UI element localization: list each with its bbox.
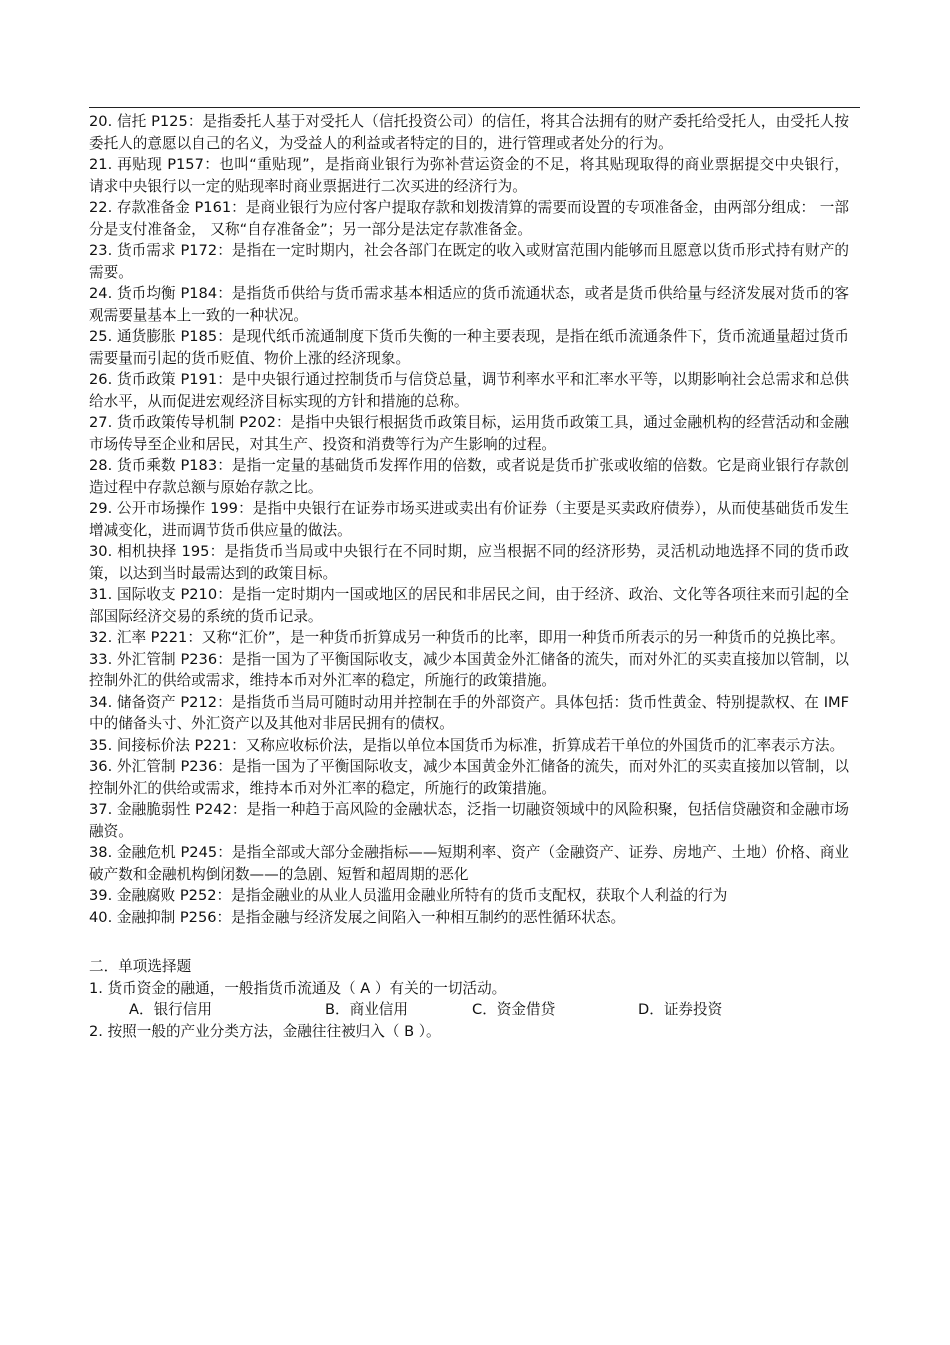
definition-33: 33. 外汇管制 P236：是指一国为了平衡国际收支，减少本国黄金外汇储备的流失，而对外汇的买卖直接加以管制，以控制外汇的供给或需求，维持本币对外汇率的稳定，所施行的政策措施。 [89,650,849,689]
definition-28: 28. 货币乘数 P183：是指一定量的基础货币发挥作用的倍数，或者说是货币扩张或收缩的倍数。它是商业银行存款创造过程中存款总额与原始存款之比。 [89,457,849,496]
document-body [89,111,849,1042]
definition-34: 34. 储备资产 P212：是指货币当局可随时动用并控制在手的外部资产。具体包括：货币性黄金、特别提款权、在 IMF 中的储备头寸、外汇资产以及其他对非居民拥有的债权。 [89,693,849,732]
definition-37: 37. 金融脆弱性 P242：是指一种趋于高风险的金融状态，泛指一切融资领域中的风险积聚，包括信贷融资和金融市场融资。 [89,801,849,840]
definition-29: 29. 公开市场操作 199：是指中央银行在证券市场买进或卖出有价证券（主要是买卖政府债券），从而使基础货币发生增减变化，进而调节货币供应量的做法。 [89,500,849,539]
definition-39: 39. 金融腐败 P252：是指金融业的从业人员滥用金融业所特有的货币支配权，获取个人利益的行为 [89,887,728,904]
question-2: 2. 按照一般的产业分类方法，金融往往被归入（ B ）。 [89,1022,441,1040]
option-a: A．银行信用 [129,1001,212,1018]
definition-30: 30. 相机抉择 195：是指货币当局或中央银行在不同时期，应当根据不同的经济形势，灵活机动地选择不同的货币政策，以达到当时最需达到的政策目标。 [89,543,849,582]
definition-25: 25. 通货膨胀 P185：是现代纸币流通制度下货币失衡的一种主要表现，是指在纸币流通条件下，货币流通量超过货币需要量而引起的货币贬值、物价上涨的经济现象。 [89,328,849,367]
definition-36: 36. 外汇管制 P236：是指一国为了平衡国际收支，减少本国黄金外汇储备的流失，而对外汇的买卖直接加以管制，以控制外汇的供给或需求，维持本币对外汇率的稳定，所施行的政策措施。 [89,758,849,797]
definition-26: 26. 货币政策 P191：是中央银行通过控制货币与信贷总量，调节利率水平和汇率水平等，以期影响社会总需求和总供给水平，从而促进宏观经济目标实现的方针和措施的总称。 [89,371,849,410]
section-title: 二．单项选择题 [89,958,192,975]
definition-38: 38. 金融危机 P245：是指全部或大部分金融指标——短期利率、资产（金融资产、证券、房地产、土地）价格、商业破产数和金融机构倒闭数——的急剧、短暂和超周期的恶化 [89,844,849,883]
option-d: D．证券投资 [638,1001,723,1018]
question-1: 1. 货币资金的融通，一般指货币流通及（ A ）有关的一切活动。 [89,979,507,997]
definition-21: 21. 再贴现 P157：也叫“重贴现”，是指商业银行为弥补营运资金的不足，将其贴现取得的商业票据提交中央银行， 请求中央银行以一定的贴现率时商业票据进行二次买进的经济行为。 [89,156,849,195]
definition-24: 24. 货币均衡 P184：是指货币供给与货币需求基本相适应的货币流通状态，或者是货币供给量与经济发展对货币的客观需要量基本上一致的一种状况。 [89,285,849,324]
option-b: B．商业信用 [325,1001,408,1018]
definition-40: 40. 金融抑制 P256：是指金融与经济发展之间陷入一种相互制约的恶性循环状态。 [89,908,626,926]
definition-31: 31. 国际收支 P210：是指一定时期内一国或地区的居民和非居民之间，由于经济、政治、文化等各项往来而引起的全部国际经济交易的系统的货币记录。 [89,586,849,625]
definition-23: 23. 货币需求 P172：是指在一定时期内，社会各部门在既定的收入或财富范围内能够而且愿意以货币形式持有财产的需要。 [89,242,849,281]
definition-32: 32. 汇率 P221：又称“汇价”，是一种货币折算成另一种货币的比率，即用一种货币所表示的另一种货币的兑换比率。 [89,629,845,646]
definition-22: 22. 存款准备金 P161：是商业银行为应付客户提取存款和划拨清算的需要而设置的专项准备金，由两部分组成： 一部分是支付准备金， 又称“自存准备金”；另一部分是法定存款准备金。 [89,199,849,238]
question-1-options [89,999,849,1021]
definition-35: 35. 间接标价法 P221：又称应收标价法，是指以单位本国货币为标准，折算成若干单位的外国货币的汇率表示方法。 [89,736,845,754]
header-rule [89,107,860,108]
section-gap [89,928,849,956]
definition-27: 27. 货币政策传导机制 P202：是指中央银行根据货币政策目标，运用货币政策工具，通过金融机构的经营活动和金融市场传导至企业和居民，对其生产、投资和消费等行为产生影响的过程。 [89,414,849,453]
option-c: C．资金借贷 [472,1001,556,1018]
definition-20: 20. 信托 P125：是指委托人基于对受托人（信托投资公司）的信任，将其合法拥有的财产委托给受托人，由受托人按委托人的意愿以自己的名义，为受益人的利益或者特定的目的，进行管理或者处分的行为。 [89,113,849,152]
